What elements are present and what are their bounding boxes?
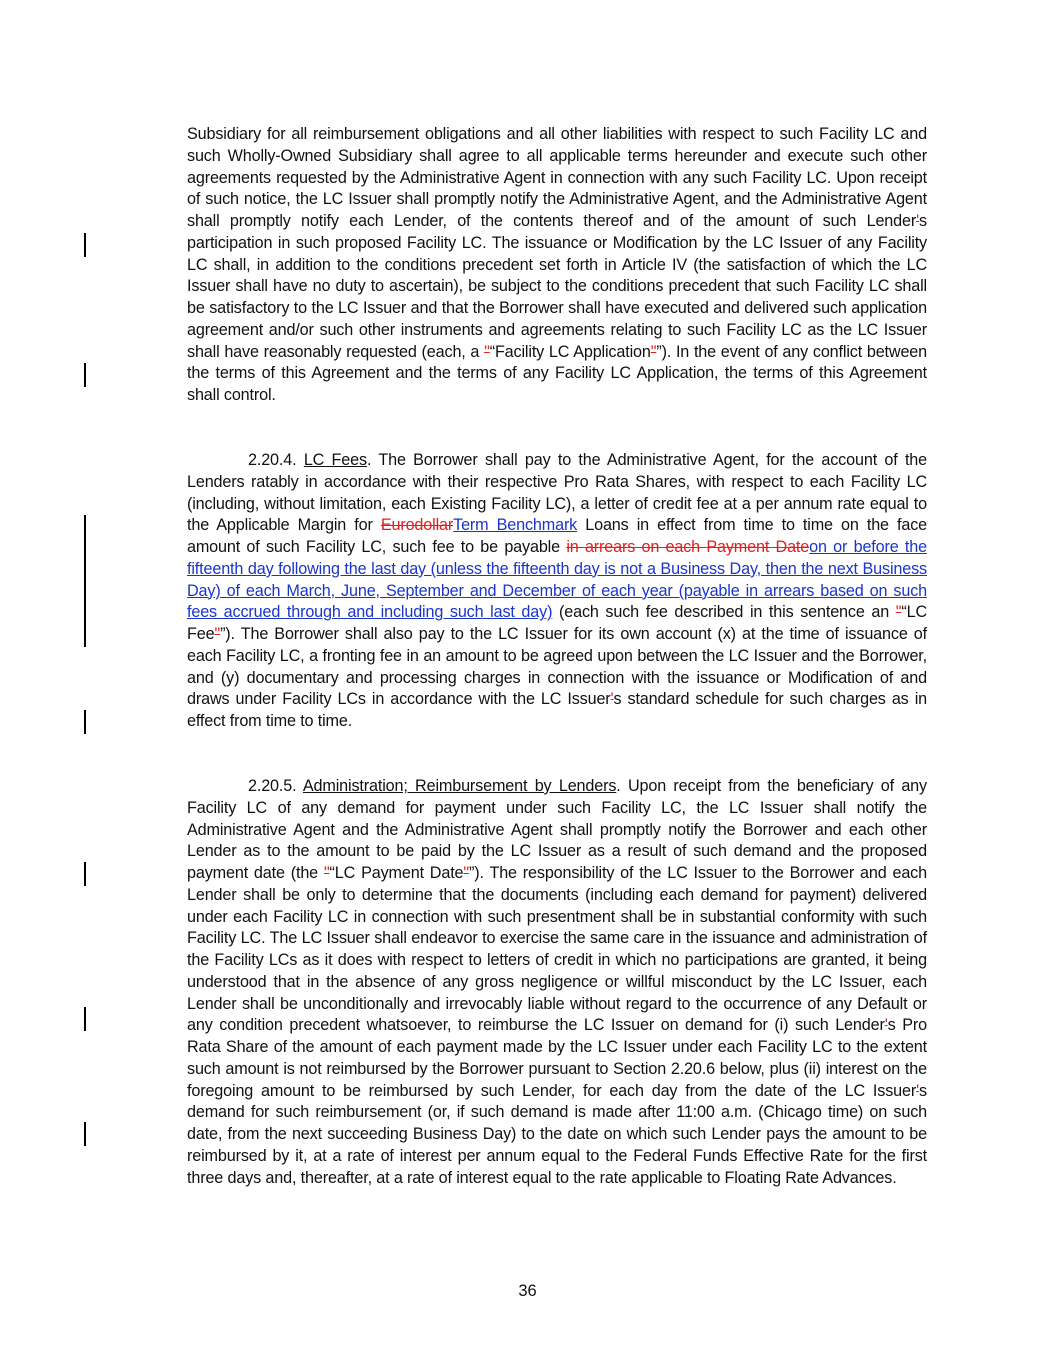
- text-run: s standard schedule for such charges as in effect from time to time.: [187, 690, 927, 730]
- text-run: s participation in such proposed Facility LC. The issuance or Modification by the LC Issuer of any Facility LC shall, in addition to the conditions precedent set forth in Article IV (the satisfaction of which the LC Issuer shall have no duty to ascertain), be subject to the conditions precedent that such Facility LC shall be satisfactory to the LC Issuer and that the Borrower shall have executed and delivered such application agreement and/or such other instruments and agreements relating to such Facility LC as the LC Issuer shall have reasonably requested (each, a: [187, 212, 927, 361]
- deleted-quote: ": [650, 342, 657, 361]
- page-number: 36: [518, 1282, 537, 1300]
- deleted-text: Eurodollar: [380, 516, 454, 535]
- section-2-20-5: [187, 776, 927, 1189]
- change-bar: [84, 515, 86, 647]
- paragraph-text: [187, 776, 927, 1189]
- text-run: Loans in effect from time to time on the face amount of such Facility LC, such fee to be payable: [187, 516, 928, 556]
- deleted-quote: ": [214, 625, 221, 643]
- text-run: ”). The responsibility of the LC Issuer to the Borrower and each Lender shall be only to determine that the documents (including each demand for payment) delivered under each Facility LC in connection with such presentment shall be in substantial conformity with such Facility LC. The LC Issuer shall endeavor to exercise the same care in the issuance and administration of the Facility LCs as it does with respect to letters of credit in which no participations are granted, it being understood that in the absence of any gross negligence or willful misconduct by the LC Issuer, each Lender shall be unconditionally and irrevocably liable without regard to the occurrence of any Default or any condition precedent whatsoever, to reimburse the LC Issuer on demand for (i) such Lender: [187, 864, 927, 1035]
- paragraph-continuation: [187, 124, 927, 407]
- deleted-quote: ': [916, 1081, 920, 1100]
- text-run: . Upon receipt from the beneficiary of any Facility LC of any demand for payment under such Facility LC, the LC Issuer shall notify the Administrative Agent and the Administrative Agent shall promptly notify the Borrower and each other Lender as to the amount to be paid by the LC Issuer as a result of such demand and the proposed payment date (the: [187, 777, 927, 882]
- change-bar: [84, 363, 86, 387]
- deleted-quote: ": [484, 342, 490, 361]
- section-number: 2.20.4.: [248, 451, 297, 469]
- text-run: . The Borrower shall pay to the Administrative Agent, for the account of the Lenders ratably in accordance with their respective Pro Rata Shares, with respect to each Facility LC (including, without limitation, each Existing Facility LC), a letter of credit fee at a per annum rate equal to the Applicable Margin for: [187, 451, 927, 535]
- deleted-quote: ": [323, 864, 330, 882]
- change-bar: [84, 233, 86, 257]
- paragraph-text: [187, 124, 927, 407]
- change-bar: [84, 710, 86, 734]
- text-run: s demand for such reimbursement (or, if such demand is made after 11:00 a.m. (Chicago time) on such date, from the next succeeding Business Day) to the date on which such Lender pays the amount to be reimbursed by it, at a rate of interest per annum equal to the Federal Funds Effective Rate for the first three days and, thereafter, at a rate of interest equal to the rate applicable to Floating Rate Advances.: [187, 1081, 927, 1187]
- deleted-text: in arrears on each Payment Date: [566, 538, 810, 556]
- text-run: “Facility LC Application: [489, 342, 651, 361]
- text-run: ”). In the event of any conflict between the terms of this Agreement and the terms of any Facility LC Application, the terms of this Agreement shall control.: [187, 342, 928, 404]
- section-heading: LC Fees: [303, 451, 367, 469]
- paragraph-text: [187, 450, 927, 733]
- text-run: Subsidiary for all reimbursement obligations and all other liabilities with respect to such Facility LC and such Wholly-Owned Subsidiary shall agree to all applicable terms hereunder and execute such other agreements requested by the Administrative Agent in connection with any such Facility LC. Upon receipt of such notice, the LC Issuer shall promptly notify the Administrative Agent, and the Administrative Agent shall promptly notify each Lender, of the contents thereof and of the amount of such Lender: [187, 125, 927, 230]
- text-run: s Pro Rata Share of the amount of each payment made by the LC Issuer under each Facility LC to the extent such amount is not reimbursed by the Borrower pursuant to Section 2.20.6 below, plus (ii) interest on the foregoing amount to be reimbursed by such Lender, for each day from the date of the LC Issuer: [187, 1016, 927, 1100]
- section-number: 2.20.5.: [248, 777, 297, 795]
- deleted-quote: ': [610, 690, 614, 709]
- deleted-quote: ": [895, 603, 902, 622]
- change-bar: [84, 1122, 86, 1146]
- section-2-20-4: [187, 450, 927, 733]
- deleted-quote: ": [463, 864, 470, 882]
- change-bar: [84, 1007, 86, 1031]
- text-run: “LC Payment Date: [329, 864, 464, 882]
- inserted-text: on or before the fifteenth day following the last day (unless the fifteenth day is not a Business Day, then the next Business Day) of each March, June, September and December of each year (payable in arrears based on such fees accrued through and including such last day): [187, 538, 927, 622]
- inserted-text: Term Benchmark: [453, 516, 578, 535]
- deleted-quote: ': [884, 1016, 888, 1035]
- text-run: (each such fee described in this sentence an: [552, 603, 896, 622]
- change-bar: [84, 862, 86, 886]
- text-run: ”). The Borrower shall also pay to the LC Issuer for its own account (x) at the time of issuance of each Facility LC, a fronting fee in an amount to be agreed upon between the LC Issuer and the Borrower, and (y) documentary and processing charges in connection with the issuance or Modification of and draws under Facility LCs in accordance with the LC Issuer: [187, 625, 927, 709]
- deleted-quote: ': [916, 212, 920, 230]
- section-heading: Administration; Reimbursement by Lenders: [302, 777, 617, 795]
- text-run: “LC Fee: [187, 603, 928, 643]
